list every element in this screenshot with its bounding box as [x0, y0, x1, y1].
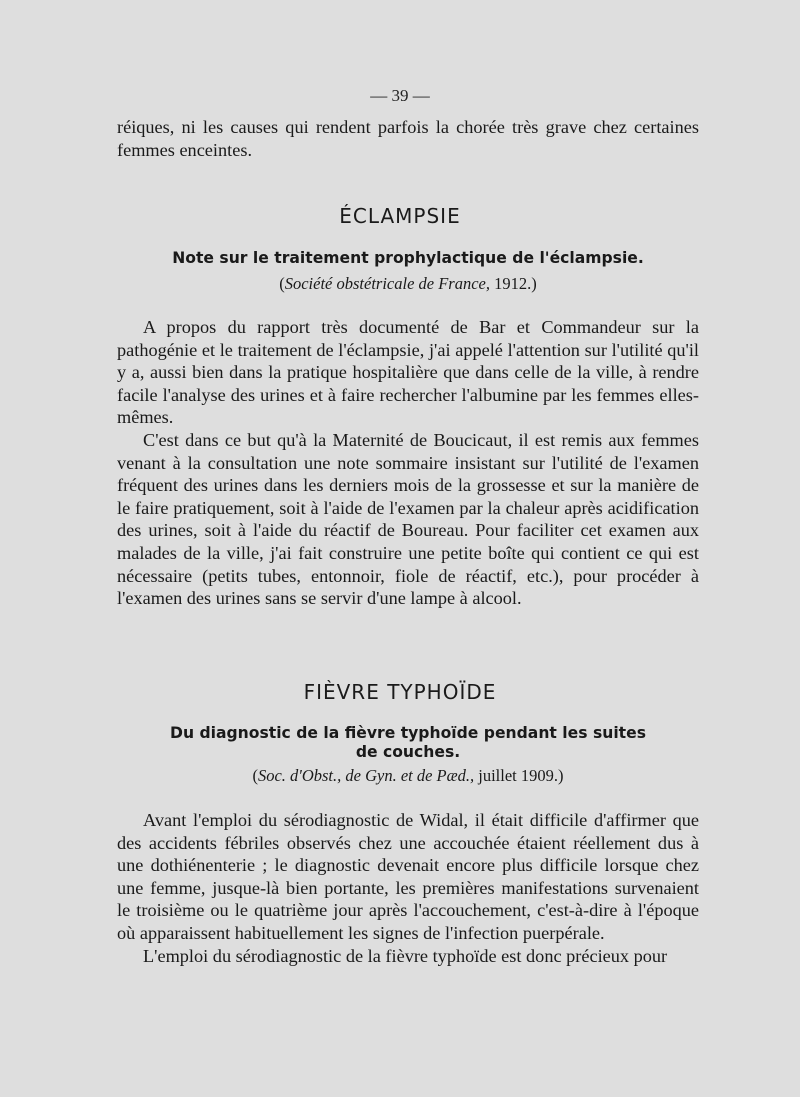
section-heading-eclampsie: ÉCLAMPSIE [339, 204, 461, 228]
note-title-eclampsie: Note sur le traitement prophylactique de l'éclampsie. [172, 249, 644, 267]
paragraph: A propos du rapport très documenté de Bar et Commandeur sur la pathogénie et le traitement de l'éclampsie, j'ai appelé l'attention sur l'utilité qu'il y a, aussi bien dans la pratique hospitalière que dans celle de la ville, à rendre facile l'analyse des urines et à faire rechercher l'albumine par les femmes elles-mêmes. [117, 317, 699, 428]
source-open: ( [279, 274, 285, 293]
paragraph: C'est dans ce but qu'à la Maternité de Boucicaut, il est remis aux femmes venant à la consultation une note sommaire insistant sur l'utilité de l'examen fréquent des urines dans les derniers mois de la grossesse et sur la manière de le faire pratiquement, soit à l'aide de l'examen par la chaleur après acidification des urines, soit à l'aide du réactif de Boureau. Pour faciliter cet examen aux malades de la ville, j'ai fait construire une petite boîte qui contient ce qui est nécessaire (petits tubes, entonnoir, fiole de réactif, etc.), pour procéder à l'examen des urines sans se servir d'une lampe à alcool. [117, 429, 699, 609]
intro-paragraph: réiques, ni les causes qui rendent parfois la chorée très grave chez certaines femmes enceintes. [117, 117, 699, 160]
page-number: — 39 — [370, 86, 430, 105]
fievre-body [117, 809, 699, 967]
paragraph: Avant l'emploi du sérodiagnostic de Widal, il était difficile d'affirmer que des accidents fébriles observés chez une accouchée étaient réellement dus à une dothiénenterie ; le diagnostic devenait encore plus difficile lorsque chez une femme, jusque-là bien portante, les premières manifestations survenaient le troisième ou le quatrième jour après l'accouchement, c'est-à-dire à l'époque où apparaissent habituellement les signes de l'infection puerpérale. [117, 810, 699, 943]
source-citation-fievre [117, 766, 699, 786]
note-title-line: Du diagnostic de la fièvre typhoïde pendant les suites [170, 724, 646, 742]
source-date: 1912.) [490, 274, 537, 293]
paragraph: L'emploi du sérodiagnostic de la fièvre typhoïde est donc précieux pour [143, 945, 668, 966]
intro-block [117, 116, 699, 161]
source-open: ( [252, 766, 258, 785]
note-title-line: de couches. [355, 743, 461, 761]
source-date: juillet 1909.) [474, 766, 564, 785]
eclampsie-body [117, 316, 699, 610]
section-heading-fievre: FIÈVRE TYPHOÏDE [303, 680, 497, 704]
note-title-fievre [117, 724, 699, 762]
source-journal: Société obstétricale de France, [284, 274, 490, 293]
source-citation-eclampsie [117, 274, 699, 294]
source-journal: Soc. d'Obst., de Gyn. et de Pæd., [257, 766, 475, 785]
